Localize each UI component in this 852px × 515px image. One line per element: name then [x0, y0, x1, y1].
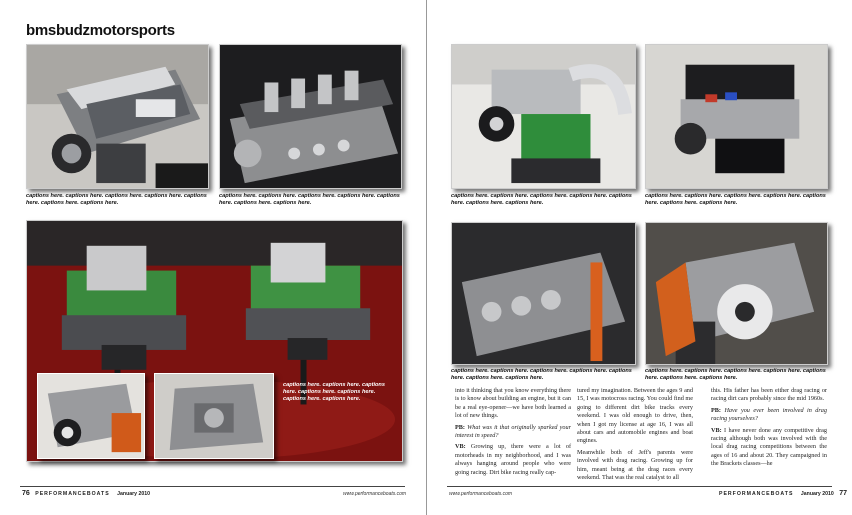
column-1-paragraph: into it thinking that you know everything there is to know about building an engine, but it can be a real eye-opener—we have both learned a lot of new things.	[455, 387, 571, 420]
article-column-1	[455, 387, 571, 480]
article-column-2	[577, 387, 693, 485]
answer-lead-2: VB:	[711, 426, 722, 434]
column-2-paragraph-1: tured my imagination. Between the ages 9 and 15, I was motocross racing. You could find me going to different dirt bike tracks every weekend. I was old enough to drive, then, when I got my license at age 16, I was all about cars and automobile engines and boat engines.	[577, 387, 693, 445]
caption-right-mid-left: captions here. captions here. captions here. captions here. captions here. captions here. captions here.	[451, 368, 632, 381]
column-1-question	[455, 424, 571, 441]
caption-right-top-left: captions here. captions here. captions here. captions here. captions here. captions here. captions here.	[451, 193, 632, 206]
page-number-left: 76	[22, 490, 30, 497]
folio-left	[22, 490, 150, 497]
photo-engine-on-stand	[645, 44, 828, 189]
photo-engine-top-right	[219, 44, 402, 189]
answer-text: Growing up, there were a lot of motorheads in my neighborhood, and I was always hanging around people who were going racing. Dirt bike racing really cap-	[455, 443, 572, 476]
question-text-2: Have you ever been involved in drag racing yourselves?	[711, 406, 827, 423]
photo-engine-block-heads	[451, 222, 636, 365]
magazine-name-right: PERFORMANCEBOATS	[719, 491, 794, 497]
answer-lead: VB:	[455, 443, 466, 451]
issue-left: January 2010	[117, 491, 151, 497]
photo-inset-block-right	[154, 373, 274, 459]
column-3-paragraph: this. His father has been either drag racing or racing dirt cars probably since the mid 1960s.	[711, 387, 827, 403]
article-column-3	[711, 387, 827, 472]
caption-top-right: captions here. captions here. captions here. captions here. captions here. captions here. captions here.	[219, 193, 400, 206]
photo-supercharged-engine	[451, 44, 636, 189]
magazine-name-left: PERFORMANCEBOATS	[35, 491, 110, 497]
column-3-question	[711, 407, 827, 424]
folio-right	[719, 490, 847, 497]
masthead: bmsbudzmotorsports	[26, 22, 175, 39]
photo-engine-timing-cover	[645, 222, 828, 365]
caption-right-mid-right: captions here. captions here. captions here. captions here. captions here. captions here. captions here.	[645, 368, 826, 381]
photo-inset-block-left	[37, 373, 145, 459]
column-1-answer	[455, 443, 571, 477]
caption-top-left: captions here. captions here. captions here. captions here. captions here. captions here. captions here.	[26, 193, 207, 206]
question-lead-2: PB:	[711, 406, 721, 414]
footer-rule-right	[447, 486, 832, 487]
issue-right: January 2010	[800, 491, 834, 497]
question-lead: PB:	[455, 423, 465, 431]
answer-text-2: I have never done any competitive drag racing although both was involved with the local drag racing competitions between the ages of 16 and about 20. They campaigned in the Brackets classes—he	[711, 426, 827, 468]
caption-right-top-right: captions here. captions here. captions here. captions here. captions here. captions here. captions here.	[645, 193, 826, 206]
column-3-answer	[711, 427, 827, 469]
column-2-paragraph-2: Meanwhile both of Jeff's parents were involved with drag racing. Growing up for him, meant being at the drag races every weekend. That was the real catalyst to all	[577, 448, 693, 482]
footer-rule	[20, 486, 405, 487]
url-right: www.performanceboats.com	[449, 491, 513, 497]
url-left: www.performanceboats.com	[343, 491, 407, 497]
right-page	[426, 0, 852, 515]
question-text: What was it that originally sparked your interest in speed?	[455, 423, 572, 440]
page-number-right: 77	[839, 490, 848, 497]
photo-engine-top-left	[26, 44, 209, 189]
caption-inset: captions here. captions here. captions here. captions here. captions here. captions here. captions here.	[283, 382, 385, 402]
